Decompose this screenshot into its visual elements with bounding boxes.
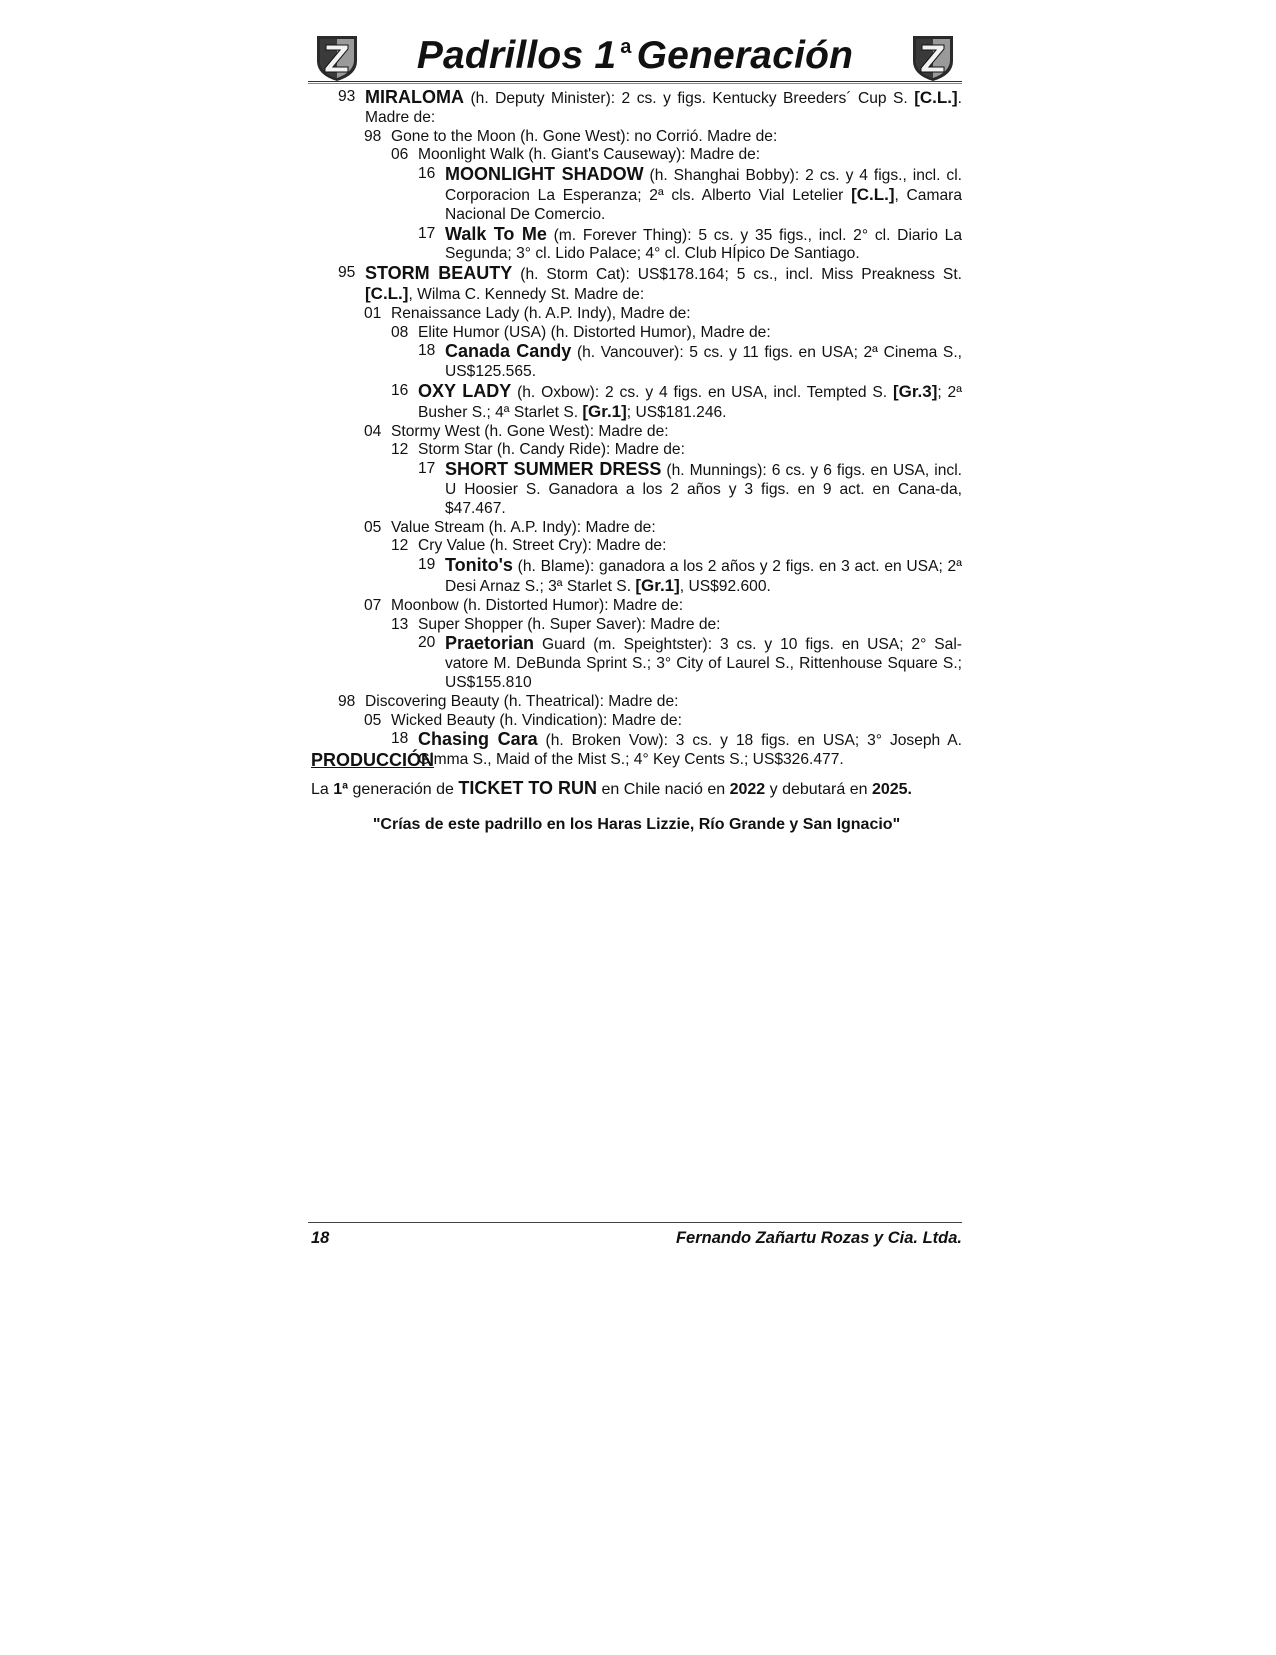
pedigree-entry: 17 SHORT SUMMER DRESS (h. Munnings): 6 cs. y 6 figs. en USA, incl. U Hoosier S. Ganadora a los 2 años y 3 figs. en 9 act. en Cana-da, $47.467. — [418, 459, 962, 517]
pedigree-entry: 16 MOONLIGHT SHADOW (h. Shanghai Bobby): 2 cs. y 4 figs., incl. cl. Corporacion La Esperanza; 2ª cls. Alberto Vial Letelier [C.L.], Camara Nacional De Comercio. — [418, 164, 962, 223]
horse-name: Walk To Me — [445, 223, 547, 244]
pedigree-entry: 05 Value Stream (h. A.P. Indy): Madre de: — [364, 518, 656, 536]
pedigree-entry: 01 Renaissance Lady (h. A.P. Indy), Madre de: — [364, 304, 691, 322]
race-grade-tag: [C.L.] — [914, 88, 958, 107]
race-grade-tag: [C.L.] — [365, 283, 409, 303]
race-grade-tag: [Gr.1] — [635, 575, 680, 595]
pedigree-entry: 13 Super Shopper (h. Super Saver): Madre de: — [391, 615, 721, 633]
pedigree-entry: 06 Moonlight Walk (h. Giant's Causeway): Madre de: — [391, 146, 761, 164]
footer-rule — [308, 1222, 962, 1223]
horse-name: Tonito's — [445, 555, 513, 576]
pedigree-entry: 16 OXY LADY (h. Oxbow): 2 cs. y 4 figs. en USA, incl. Tempted S. [Gr.3]; 2ª Busher S.; 4ª Starlet S. [Gr.1]; US$181.246. — [391, 380, 963, 421]
page-title: Padrillos 1 $^a$ Generación — [416, 34, 854, 77]
horse-name: OXY LADY — [418, 380, 512, 401]
horse-name: STORM BEAUTY — [365, 263, 513, 284]
page-number: 18 — [311, 1229, 330, 1247]
production-heading: PRODUCCIÓN — [311, 750, 435, 770]
pedigree-entry: 12 Cry Value (h. Street Cry): Madre de: — [391, 537, 667, 555]
pedigree-entry: 07 Moonbow (h. Distorted Humor): Madre de: — [364, 596, 684, 614]
zr-logo-icon — [908, 33, 958, 83]
pedigree-entry: 05 Wicked Beauty (h. Vindication): Madre de: — [364, 711, 682, 729]
pedigree-entry: 93 MIRALOMA (h. Deputy Minister): 2 cs. y figs. Kentucky Breeders´ Cup S. [C.L.]. Madre de: — [338, 87, 962, 126]
pedigree-entry: 12 Storm Star (h. Candy Ride): Madre de: — [391, 441, 685, 459]
pedigree-entry: 18 Canada Candy (h. Vancouver): 5 cs. y 11 figs. en USA; 2ª Cinema S., US$125.565. — [418, 341, 962, 381]
horse-name: MIRALOMA — [365, 87, 464, 107]
horse-name: Canada Candy — [445, 341, 572, 362]
pedigree-entry: 95 STORM BEAUTY (h. Storm Cat): US$178.164; 5 cs., incl. Miss Preakness St. [C.L.], Wilma C. Kennedy St. Madre de: — [338, 263, 962, 303]
footer-company: Fernando Zañartu Rozas y Cia. Ltda. — [675, 1229, 962, 1247]
header-rule — [308, 81, 962, 84]
pedigree-entry: 17 Walk To Me (m. Forever Thing): 5 cs. y 35 figs., incl. 2° cl. Diario La Segunda; 3° cl. Lido Palace; 4° cl. Club HÍpico De Santiago. — [418, 223, 962, 263]
pedigree-entry: 18 Chasing Cara (h. Broken Vow): 3 cs. y 18 figs. en USA; 3° Joseph A. Gimma S., Maid of the Mist S.; 4° Key Cents S.; US$326.477. — [391, 729, 962, 769]
breeders-quote: "Crías de este padrillo en los Haras Lizzie, Río Grande y San Ignacio" — [372, 816, 901, 833]
pedigree-entry: 08 Elite Humor (USA) (h. Distorted Humor), Madre de: — [391, 323, 771, 341]
horse-name: Chasing Cara — [418, 729, 538, 750]
horse-name: Praetorian — [445, 633, 535, 654]
pedigree-entry: 19 Tonito's (h. Blame): ganadora a los 2 años y 2 figs. en 3 act. en USA; 2ª Desi Arnaz S.; 3ª Starlet S. [Gr.1], US$92.600. — [418, 555, 962, 595]
production-text: La 1ª generación de TICKET TO RUN en Chile nació en 2022 y debutará en 2025. — [311, 778, 912, 798]
pedigree-entry: 98 Gone to the Moon (h. Gone West): no Corrió. Madre de: — [364, 127, 778, 145]
horse-name: MOONLIGHT SHADOW — [445, 164, 644, 185]
page-header — [308, 30, 962, 84]
pedigree-entry: 20 Praetorian Guard (m. Speightster): 3 cs. y 10 figs. en USA; 2° Sal-vatore M. DeBunda Sprint S.; 3° City of Laurel S., Rittenhouse Square S.; US$155.810 — [418, 633, 962, 691]
race-grade-tag: [C.L.] — [851, 184, 895, 204]
race-grade-tag: [Gr.3] — [892, 381, 938, 401]
race-grade-tag: [Gr.1] — [582, 401, 627, 421]
pedigree-entry: 04 Stormy West (h. Gone West): Madre de: — [364, 422, 669, 440]
horse-name: SHORT SUMMER DRESS — [445, 459, 662, 480]
pedigree-entries — [338, 88, 962, 770]
pedigree-entry: 98 Discovering Beauty (h. Theatrical): Madre de: — [338, 692, 679, 710]
